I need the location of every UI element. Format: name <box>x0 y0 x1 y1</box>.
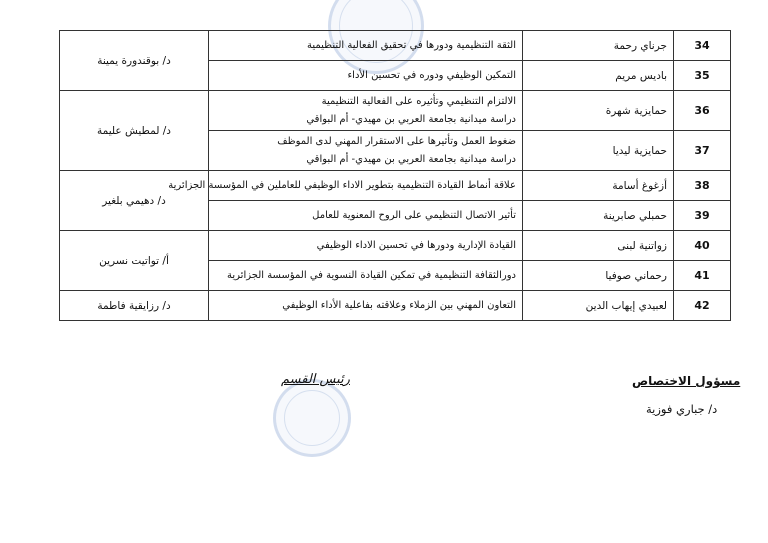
topic-line: الالتزام التنظيمي وتأثيره على الفعالية التنظيمية <box>321 95 516 107</box>
topic-line: دراسة ميدانية بجامعة العربي بن مهيدي- أم البواقي <box>306 113 516 125</box>
thesis-topic <box>209 61 523 91</box>
student-name: حمايزية شهرة <box>523 91 674 131</box>
table-row <box>60 31 731 61</box>
student-name: رحماني صوفيا <box>523 261 674 291</box>
row-number: 34 <box>674 31 731 61</box>
topic-line: التمكين الوظيفي ودوره في تحسين الأداء <box>347 69 516 81</box>
topic-line: علاقة أنماط القيادة التنظيمية بتطوير الاداء الوظيفي للعاملين في المؤسسة الجزائرية <box>168 179 516 191</box>
thesis-assignment-table <box>59 30 731 321</box>
supervisor-name: أ/ تواتيت نسرين <box>60 231 209 291</box>
table-row <box>60 231 731 261</box>
specialty-head-label: مسؤول الاختصاص <box>632 374 741 388</box>
specialty-head-name: د/ جباري فوزية <box>646 402 718 416</box>
topic-line: الثقة التنظيمية ودورها في تحقيق الفعالية التنظيمية <box>306 39 516 51</box>
student-name: أزغوغ أسامة <box>523 171 674 201</box>
table-row <box>60 91 731 131</box>
department-head-label: رئيس القسم <box>281 372 350 387</box>
row-number: 36 <box>674 91 731 131</box>
thesis-topic <box>209 291 523 321</box>
table-row <box>60 291 731 321</box>
thesis-topic <box>168 171 523 201</box>
table-row <box>60 171 731 201</box>
student-name: جرناي رحمة <box>523 31 674 61</box>
official-stamp-bottom <box>273 379 351 457</box>
row-number: 39 <box>674 201 731 231</box>
supervisor-name: د/ دهيمي بلغير <box>60 171 209 231</box>
thesis-topic <box>209 91 523 131</box>
topic-line: القيادة الإدارية ودورها في تحسين الاداء الوظيفي <box>316 239 516 251</box>
thesis-topic <box>209 201 523 231</box>
thesis-topic <box>209 131 523 171</box>
topic-line: دراسة ميدانية بجامعة العربي بن مهيدي- أم البواقي <box>306 153 516 165</box>
row-number: 42 <box>674 291 731 321</box>
thesis-topic <box>209 31 523 61</box>
thesis-topic <box>209 261 523 291</box>
supervisor-name: د/ رزايقية فاطمة <box>60 291 209 321</box>
row-number: 35 <box>674 61 731 91</box>
row-number: 40 <box>674 231 731 261</box>
topic-line: ضغوط العمل وتأثيرها على الاستقرار المهني لدى الموظف <box>277 135 516 147</box>
student-name: حمبلي صابرينة <box>523 201 674 231</box>
row-number: 37 <box>674 131 731 171</box>
topic-line: دورالثقافة التنظيمية في تمكين القيادة النسوية في المؤسسة الجزائرية <box>227 269 516 281</box>
student-name: باديس مريم <box>523 61 674 91</box>
supervisor-name: د/ لمطيش عليمة <box>60 91 209 171</box>
thesis-topic <box>209 231 523 261</box>
student-name: زواتنية لبنى <box>523 231 674 261</box>
student-name: لعبيدي إيهاب الدين <box>523 291 674 321</box>
row-number: 38 <box>674 171 731 201</box>
supervisor-name: د/ بوقندورة يمينة <box>60 31 209 91</box>
row-number: 41 <box>674 261 731 291</box>
student-name: حمايزية ليديا <box>523 131 674 171</box>
topic-line: تأثير الاتصال التنظيمي على الروح المعنوية للعامل <box>312 209 516 221</box>
topic-line: التعاون المهني بين الزملاء وعلاقته بفاعلية الأداء الوظيفي <box>282 299 516 311</box>
